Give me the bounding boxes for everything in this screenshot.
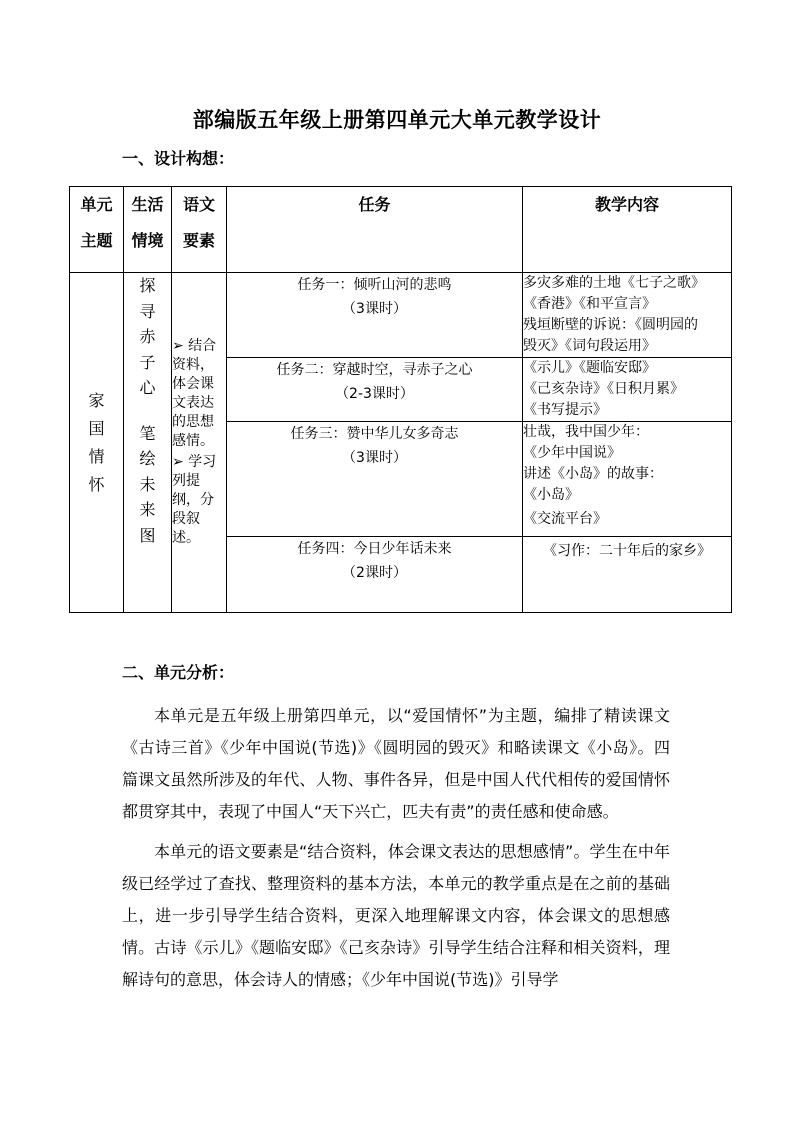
content-line: 《己亥杂诗》《日积月累》 xyxy=(523,381,684,397)
task-cell-4 xyxy=(227,537,523,613)
task-hours: （3课时） xyxy=(342,450,407,466)
yuwen-text-2: ➢ 学习列提纲，分段叙述。 xyxy=(172,454,217,546)
section-heading-design: 一、设计构想： xyxy=(122,149,235,168)
header-task: 任务 xyxy=(227,187,523,273)
yuwen-cell xyxy=(172,273,227,613)
task-hours: （2-3课时） xyxy=(335,386,414,402)
scene-text-2: 笔绘未来图 xyxy=(139,423,156,545)
task-cell-3 xyxy=(227,422,523,537)
table-header-row xyxy=(70,187,732,273)
content-line: 《小岛》 xyxy=(523,487,579,503)
table-row xyxy=(70,273,732,358)
scene-cell xyxy=(124,273,172,613)
content-line: 《少年中国说》 xyxy=(523,445,621,461)
header-scene xyxy=(124,187,172,273)
content-line: 多灾多难的土地《七子之歌》 xyxy=(523,275,705,291)
content-line: 壮哉，我中国少年： xyxy=(523,424,649,440)
task-title: 任务三：赞中华儿女多奇志 xyxy=(290,426,459,442)
header-theme xyxy=(70,187,124,273)
page-title: 部编版五年级上册第四单元大单元教学设计 xyxy=(192,108,602,132)
scene-text-1: 探寻赤子心 xyxy=(139,276,156,397)
task-title: 任务二：穿越时空，寻赤子之心 xyxy=(276,362,473,378)
yuwen-text-1: ➢ 结合资料，体会课文表达的思想感情。 xyxy=(172,338,217,449)
header-scene-label: 生活情境 xyxy=(131,195,164,250)
content-line: 《书写提示》 xyxy=(523,402,607,418)
content-line: 《习作：二十年后的家乡》 xyxy=(543,543,711,559)
task-title: 任务四：今日少年话未来 xyxy=(297,541,452,557)
theme-cell xyxy=(70,273,124,613)
content-line: 毁灭》《词句段运用》 xyxy=(523,338,656,354)
unit-plan-table xyxy=(69,186,732,613)
content-line: 讲述《小岛》的故事： xyxy=(523,466,663,482)
task-cell-2 xyxy=(227,358,523,422)
content-line: 《香港》《和平宣言》 xyxy=(523,296,656,312)
header-yuwen xyxy=(172,187,227,273)
content-cell-3 xyxy=(523,422,732,537)
content-cell-4 xyxy=(523,537,732,613)
header-theme-label: 单元主题 xyxy=(80,195,113,250)
content-line: 《交流平台》 xyxy=(523,511,607,527)
content-line: 《示儿》《题临安邸》 xyxy=(523,360,656,376)
content-line: 残垣断壁的诉说：《圆明园的 xyxy=(523,317,698,333)
header-yuwen-label: 语文要素 xyxy=(183,195,216,250)
task-hours: （2课时） xyxy=(342,565,407,581)
content-cell-1 xyxy=(523,273,732,358)
theme-text: 家国情怀 xyxy=(88,390,105,494)
task-hours: （3课时） xyxy=(342,301,407,317)
task-title: 任务一：倾听山河的悲鸣 xyxy=(297,277,452,293)
analysis-body xyxy=(122,700,670,1004)
paragraph: 本单元的语文要素是“结合资料，体会课文表达的思想感情”。学生在中年级已经学过了查找、整理资料的基本方法，本单元的教学重点是在之前的基础上，进一步引导学生结合资料，更深入地理解课文内容，体会课文的思想感情。古诗《示儿》《题临安邸》《己亥杂诗》引导学生结合注释和相关资料，理解诗句的意思，体会诗人的情感；《少年中国说(节选)》引导学 xyxy=(122,842,670,989)
content-cell-2 xyxy=(523,358,732,422)
header-content: 教学内容 xyxy=(523,187,732,273)
paragraph: 本单元是五年级上册第四单元，以“爱国情怀”为主题，编排了精读课文《古诗三首》《少年中国说(节选)》《圆明园的毁灭》和略读课文《小岛》。四篇课文虽然所涉及的年代、人物、事件各异，但是中国人代代相传的爱国情怀都贯穿其中，表现了中国人“天下兴亡，匹夫有责”的责任感和使命感。 xyxy=(122,706,670,821)
task-cell-1 xyxy=(227,273,523,358)
section-heading-analysis: 二、单元分析： xyxy=(122,663,235,682)
